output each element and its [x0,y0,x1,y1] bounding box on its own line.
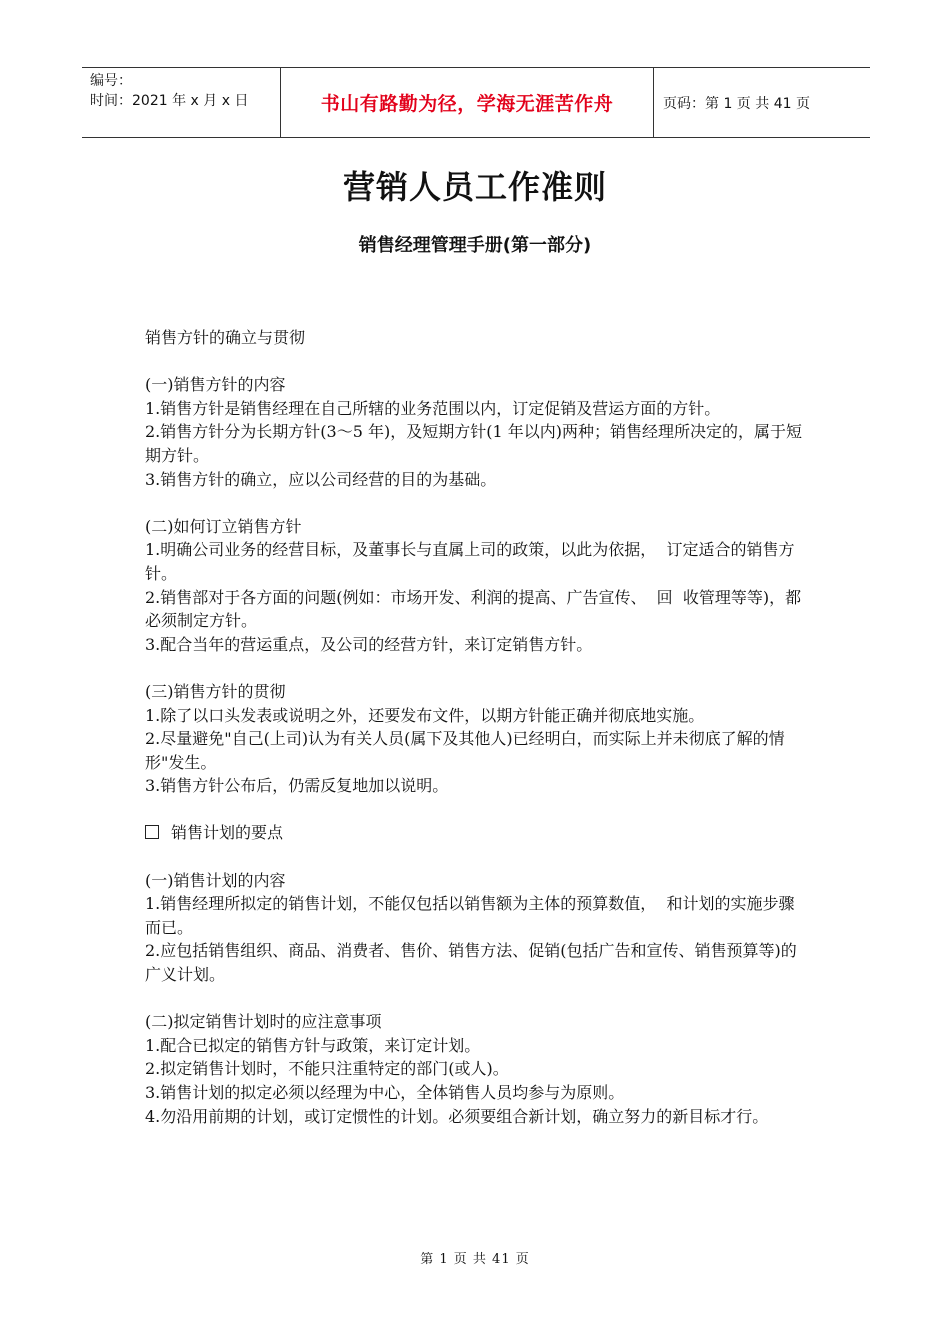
paragraph: 2.拟定销售计划时，不能只注重特定的部门(或人)。 [145,1059,509,1079]
number-label: 编号： [90,73,132,89]
paragraph: 2.应包括销售组织、商品、消费者、售价、销售方法、促销(包括广告和宣传、销售预算等)的广义计划。 [145,941,797,985]
paragraph: 1.销售经理所拟定的销售计划，不能仅包括以销售额为主体的预算数值， 和计划的实施步骤而已。 [145,894,795,937]
paragraph: 2.尽量避免"自己(上司)认为有关人员(属下及其他人)已经明白，而实际上并未彻底了解的情形"发生。 [145,729,785,772]
paragraph: 1.销售方针是销售经理在自己所辖的业务范围以内，订定促销及营运方面的方针。 [145,398,721,418]
paragraph: 3.销售计划的拟定必须以经理为中心，全体销售人员均参与为原则。 [145,1083,625,1102]
paragraph: 3.销售方针公布后，仍需反复地加以说明。 [145,776,449,796]
section-heading-row [145,821,810,845]
paragraph: 1.配合已拟定的销售方针与政策，来订定计划。 [145,1035,481,1055]
document-subtitle: 销售经理管理手册(第一部分) [358,235,592,256]
paragraph: 1.除了以口头发表或说明之外，还要发布文件，以期方针能正确并彻底地实施。 [145,705,705,725]
paragraph: 3.配合当年的营运重点，及公司的经营方针，来订定销售方针。 [145,634,593,654]
date-label: 时间：2021 年 x 月 x 日 [90,93,249,109]
paragraph: 4.勿沿用前期的计划，或订定惯性的计划。必须要组合新计划，确立努力的新目标才行。 [145,1106,769,1126]
subsection-title: (三)销售方针的贯彻 [145,681,286,701]
motto-text: 书山有路勤为径，学海无涯苦作舟 [320,93,614,115]
section-heading: 销售方针的确立与贯彻 [145,328,306,347]
checkbox-icon [145,825,159,839]
subsection-title: (二)如何订立销售方针 [145,516,302,536]
page-info: 页码：第 1 页 共 41 页 [663,95,810,112]
subsection-title: (一)销售计划的内容 [145,870,286,890]
document-title: 营销人员工作准则 [342,168,607,206]
paragraph: 3.销售方针的确立，应以公司经营的目的为基础。 [145,469,497,489]
section-heading: 销售计划的要点 [171,823,284,843]
document-header [82,67,870,138]
page-footer: 第 1 页 共 41 页 [420,1252,530,1267]
document-body [145,326,810,1128]
header-motto-cell [280,68,654,137]
paragraph: 1.明确公司业务的经营目标，及董事长与直属上司的政策，以此为依据， 订定适合的销售方针。 [145,540,795,583]
header-page-cell [653,68,870,137]
paragraph: 2.销售方针分为长期方针(3～5 年)，及短期方针(1 年以内)两种；销售经理所决定的，属于短期方针。 [145,422,802,465]
subsection-title: (二)拟定销售计划时的应注意事项 [145,1012,382,1032]
subsection-title: (一)销售方针的内容 [145,375,286,395]
header-meta [82,68,280,137]
paragraph: 2.销售部对于各方面的问题(例如：市场开发、利润的提高、广告宣传、 回 收管理等等)，都必须制定方针。 [145,587,802,631]
